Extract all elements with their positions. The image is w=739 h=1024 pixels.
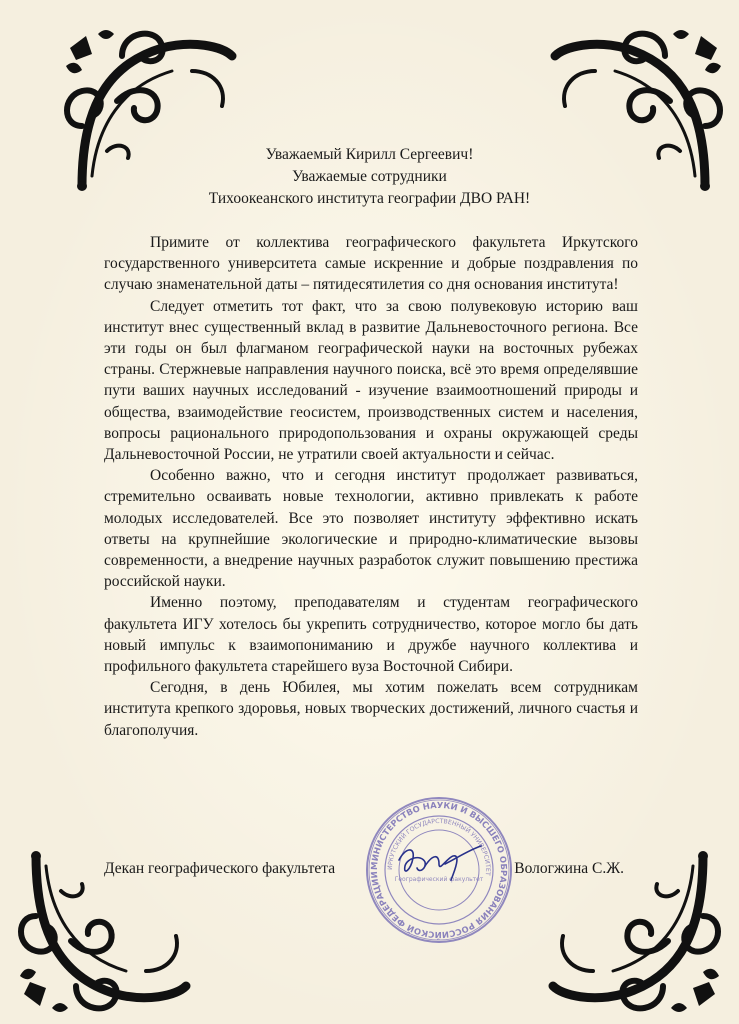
paragraph-4: Именно поэтому, преподавателям и студентам географического факультета ИГУ хотелось бы укрепить сотрудничество, которое могло бы дать новый импульс к взаимопониманию и дружбе научного коллектива и профильного факультета старейшего вуза Восточной Сибири. [104, 594, 638, 676]
paragraph-3: Особенно важно, что и сегодня институт продолжает развиваться, стремительно осваивать новые технологии, активно привлекать к работе молодых исследователей. Все это позволяет институту эффективно искать ответы на крупнейшие экологические и природно-климатические вызовы современности, а внедрение научных разработок служит повышению престижа российской науки. [104, 467, 638, 591]
letter-body [104, 232, 638, 741]
greeting-block [0, 144, 739, 210]
signature-line [104, 860, 638, 884]
stamp-outer-text: МИНИСТЕРСТВО НАУКИ И ВЫСШЕГО ОБРАЗОВАНИЯ РОССИЙСКОЙ ФЕДЕРАЦИИ [368, 799, 510, 941]
greeting-line-3: Тихоокеанского института географии ДВО РАН! [208, 190, 531, 207]
signer-name: Вологжина С.Ж. [514, 860, 624, 877]
greeting-line-1: Уважаемый Кирилл Сергеевич! [265, 146, 474, 163]
greeting-line-2: Уважаемые сотрудники [292, 168, 447, 185]
paragraph-1: Примите от коллектива географического факультета Иркутского государственного университета самые искренние и добрые поздравления по случаю знаменательной даты – пятидесятилетия со дня основания института! [104, 234, 638, 294]
signer-role: Декан географического факультета [104, 860, 336, 877]
stamp-center-text: Географический факультет [394, 876, 484, 883]
paragraph-5: Сегодня, в день Юбилея, мы хотим пожелать всем сотрудникам института крепкого здоровья, новых творческих достижений, личного счастья и благополучия. [104, 679, 638, 739]
paragraph-2: Следует отметить тот факт, что за свою полувековую историю ваш институт внес существенный вклад в развитие Дальневосточного региона. Все эти годы он был флагманом географической науки на восточных рубежах страны. Стержневые направления научного поиска, всё это время определявшие пути ваших научных исследований - изучение взаимоотношений природы и общества, взаимодействие геосистем, производственных систем и населения, вопросы рационального природопользования и охраны окружающей среды Дальневосточной России, не утратили своей актуальности и сейчас. [104, 297, 638, 464]
stamp-inner-text: ИРКУТСКИЙ ГОСУДАРСТВЕННЫЙ УНИВЕРСИТЕТ [386, 817, 492, 876]
